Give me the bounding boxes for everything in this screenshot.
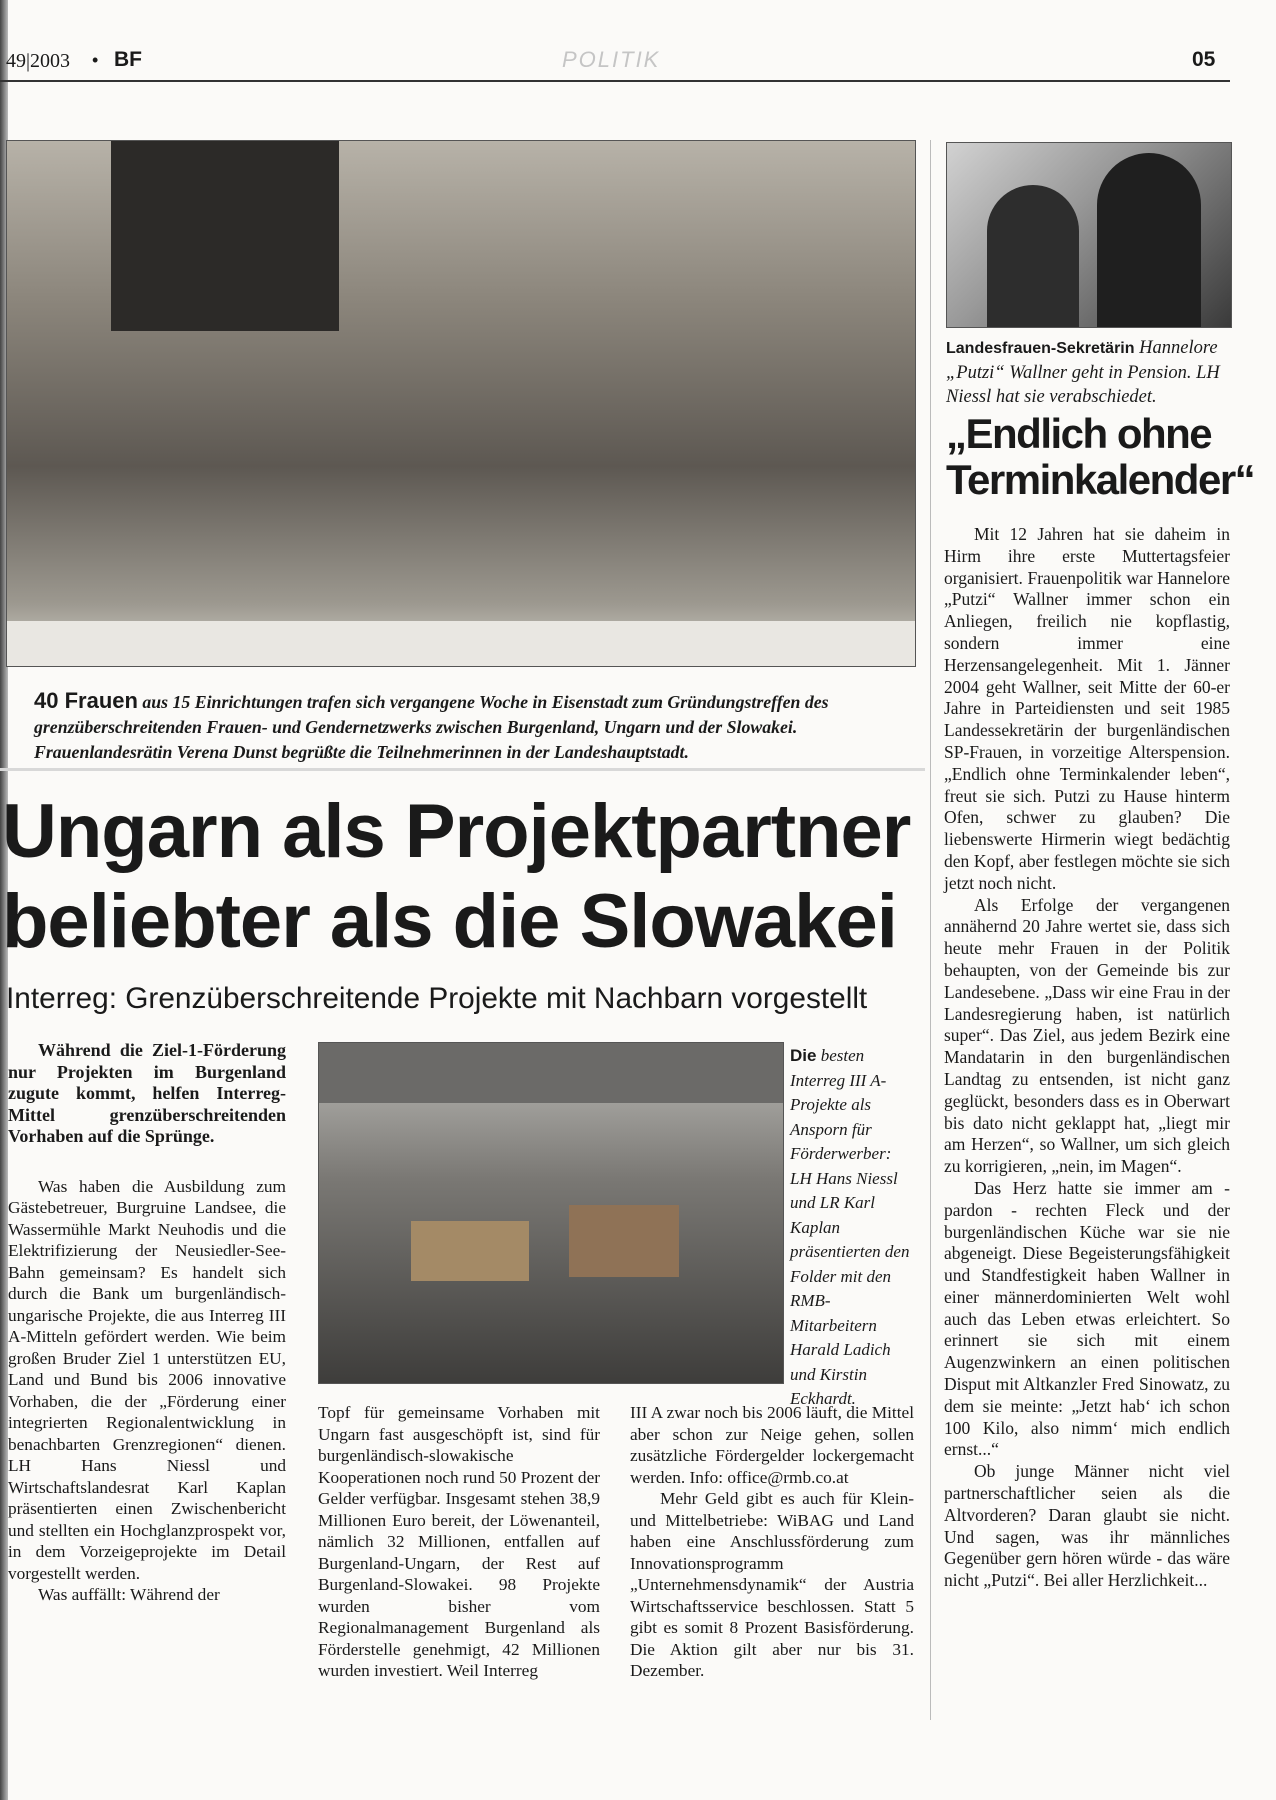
headline-line-2: beliebter als die Slowakei — [2, 879, 897, 964]
header-rule — [0, 80, 1230, 82]
photo-person — [1097, 153, 1201, 327]
caption-text: aus 15 Einrichtungen trafen sich vergangene Woche in Eisenstadt zum Gründungstreffen des grenzüberschreitenden Frauen- und Gendernetzwerks zwischen Burgenland, Ungarn und der Slowakei. Frauenlandesrätin Verena Dunst begrüßte die Teilnehmerinnen in der Landeshauptstadt. — [34, 692, 829, 762]
body-paragraph: Mehr Geld gibt es auch für Klein- und Mittelbetriebe: WiBAG und Land haben eine Anschlussförderung zum Innovationsprogramm „Unternehmensdynamik“ der Austria Wirtschaftsservice beschlossen. Statt 5 gibt es somit 8 Prozent Basisförderung. Die Aktion gilt aber nur bis 31. Dezember. — [630, 1489, 914, 1680]
photo-person — [987, 185, 1079, 327]
article-column-3 — [630, 1402, 914, 1682]
interreg-photo-caption — [790, 1044, 912, 1412]
body-paragraph: Topf für gemeinsame Vorhaben mit Ungarn fast ausgeschöpft ist, sind für burgenländisch-slowakische Kooperationen noch rund 50 Prozent der Gelder verfügbar. Insgesamt stehen 38,9 Millionen Euro bereit, der Löwenanteil, nämlich 32 Millionen, entfallen auf Burgenland-Ungarn, der Rest auf Burgenland-Slowakei. 98 Projekte wurden bisher vom Regionalmanagement Burgenland als Förderstelle genehmigt, 42 Millionen wurden investiert. Weil Interreg — [318, 1403, 600, 1680]
caption-lead: 40 Frauen — [34, 688, 138, 713]
photo-banner — [319, 1043, 783, 1103]
body-paragraph: Mit 12 Jahren hat sie daheim in Hirm ihre erste Muttertagsfeier organisiert. Frauenpolitik war Hannelore „Putzi“ Wallner immer schon ein Anliegen, freilich nie kopflastig, sondern immer eine Herzensangelegenheit. Mit 1. Jänner 2004 geht Wallner, seit Mitte der 60-er Jahre in Parteidiensten und seit 1985 Landessekretärin der burgenländischen SP-Frauen, in vorzeitige Alterspension. „Endlich ohne Terminkalender leben“, freut sie sich. Putzi zu Hause hinterm Ofen, schwer zu glauben? Die liebenswerte Hirmerin wiegt bedächtig den Kopf, aber festlegen möchte sie sich jetzt noch nicht. — [944, 524, 1230, 893]
caption-shadow — [0, 680, 925, 771]
body-paragraph: Was auffällt: Während der — [38, 1585, 220, 1604]
header-bullet: • — [92, 50, 99, 70]
photo-folder — [569, 1205, 679, 1277]
section-title: POLITIK — [562, 47, 661, 72]
caption-lead: Die — [790, 1046, 817, 1065]
portrait-photo — [946, 142, 1232, 328]
caption-lead: Landesfrauen-Sekretärin — [946, 340, 1135, 357]
photo-table — [7, 621, 915, 666]
photo-folder — [411, 1221, 529, 1281]
column-divider — [930, 140, 931, 1720]
subheadline: Interreg: Grenzüberschreitende Projekte mit Nachbarn vorgestellt — [6, 982, 868, 1015]
lead-paragraph: Während die Ziel-1-Förderung nur Projekten im Burgenland zugute kommt, helfen Interreg-Mittel grenzüberschreitenden Vorhaben auf die Sprünge. — [8, 1040, 286, 1146]
page-header — [0, 46, 1230, 78]
side-headline-line-1: „Endlich ohne — [946, 410, 1212, 457]
body-paragraph: Was haben die Ausbildung zum Gästebetreuer, Burgruine Landsee, die Wassermühle Markt Neuhodis und die Elektrifizierung der Neusiedler-See-Bahn gemeinsam? Es handelt sich durch die Bank um burgenländisch-ungarische Projekte, die aus Interreg III A-Mitteln gefördert werden. Wie beim großen Bruder Ziel 1 unterstützen EU, Land und Bund bis 2006 innovative Vorhaben, die der „Förderung einer integrierten Regionalentwicklung in benachbarten Grenzregionen“ dienen. LH Hans Niessl und Wirtschaftslandesrat Karl Kaplan präsentierten einen Zwischenbericht und stellten ein Hochglanzprospekt vor, in dem Vorzeigeprojekte im Detail vorgestellt werden. — [8, 1176, 286, 1583]
portrait-caption — [946, 336, 1234, 409]
headline-line-1: Ungarn als Projektpartner — [2, 789, 911, 874]
interreg-photo — [318, 1042, 784, 1384]
article-column-2 — [318, 1402, 600, 1682]
group-photo — [6, 140, 916, 667]
issue-number: 49|2003 — [6, 50, 71, 72]
side-headline-line-2: Terminkalender“ — [946, 456, 1255, 503]
side-article-body — [944, 524, 1230, 1592]
article-column-1 — [8, 1040, 286, 1606]
body-paragraph: III A zwar noch bis 2006 läuft, die Mittel aber schon zur Neige gehen, sollen zusätzliche Fördergelder lockergemacht werden. Info: office@rmb.co.at — [630, 1403, 914, 1487]
body-paragraph: Als Erfolge der vergangenen annähernd 20 Jahre wertet sie, dass sich heute mehr Frauen in der Politik behaupten, von der Gemeinde bis zur Landesebene. „Dass wir eine Frau in der Landesregierung haben, ist natürlich super“. Das Ziel, aus jedem Bezirk eine Mandatarin in den burgenländischen Landtag zu entsenden, ist nicht ganz geglückt, besonders dass es in Oberwart bis dato nicht geklappt hat, „liegt mir am Herzen“, so Wallner, um sich gleich zu korrigieren, „nein, im Magen“. — [944, 894, 1230, 1177]
brand-logo: BF — [114, 48, 142, 71]
body-paragraph: Das Herz hatte sie immer am - pardon - rechten Fleck und der burgenländischen Küche war sie nie abgeneigt. Diese Begeisterungsfähigkeit und Standfestigkeit haben Wallner in einer männerdominierten Welt wohl auch das Leben etwas erleichtert. So erinnert sie sich mit einem Augenzwinkern an einen politischen Disput mit Altkanzler Fred Sinowatz, zu dem sie meinte: „Jetzt hab‘ ich schon 100 Kilo, also nimm‘ mich endlich ernst...“ — [944, 1177, 1230, 1460]
caption-text: besten Interreg III A-Projekte als Ansporn für Förderwerber: LH Hans Niessl und LR Karl Kaplan präsentierten den Folder mit den RMB-Mitarbeitern Harald Ladich und Kirstin Eckhardt. — [790, 1046, 910, 1408]
page-number: 05 — [1192, 48, 1216, 71]
body-paragraph: Ob junge Männer nicht viel partnerschaftlicher seien als die Altvorderen? Daran glaubt sie nicht. Und sagen, was ihr männliches Gegenüber gern hören würde - das wäre nicht „Putzi“. Bei aller Herzlichkeit... — [944, 1461, 1230, 1591]
caption-text: Hannelore „Putzi“ Wallner geht in Pension. LH Niessl hat sie verabschiedet. — [946, 338, 1220, 407]
photo-painting — [111, 141, 339, 331]
